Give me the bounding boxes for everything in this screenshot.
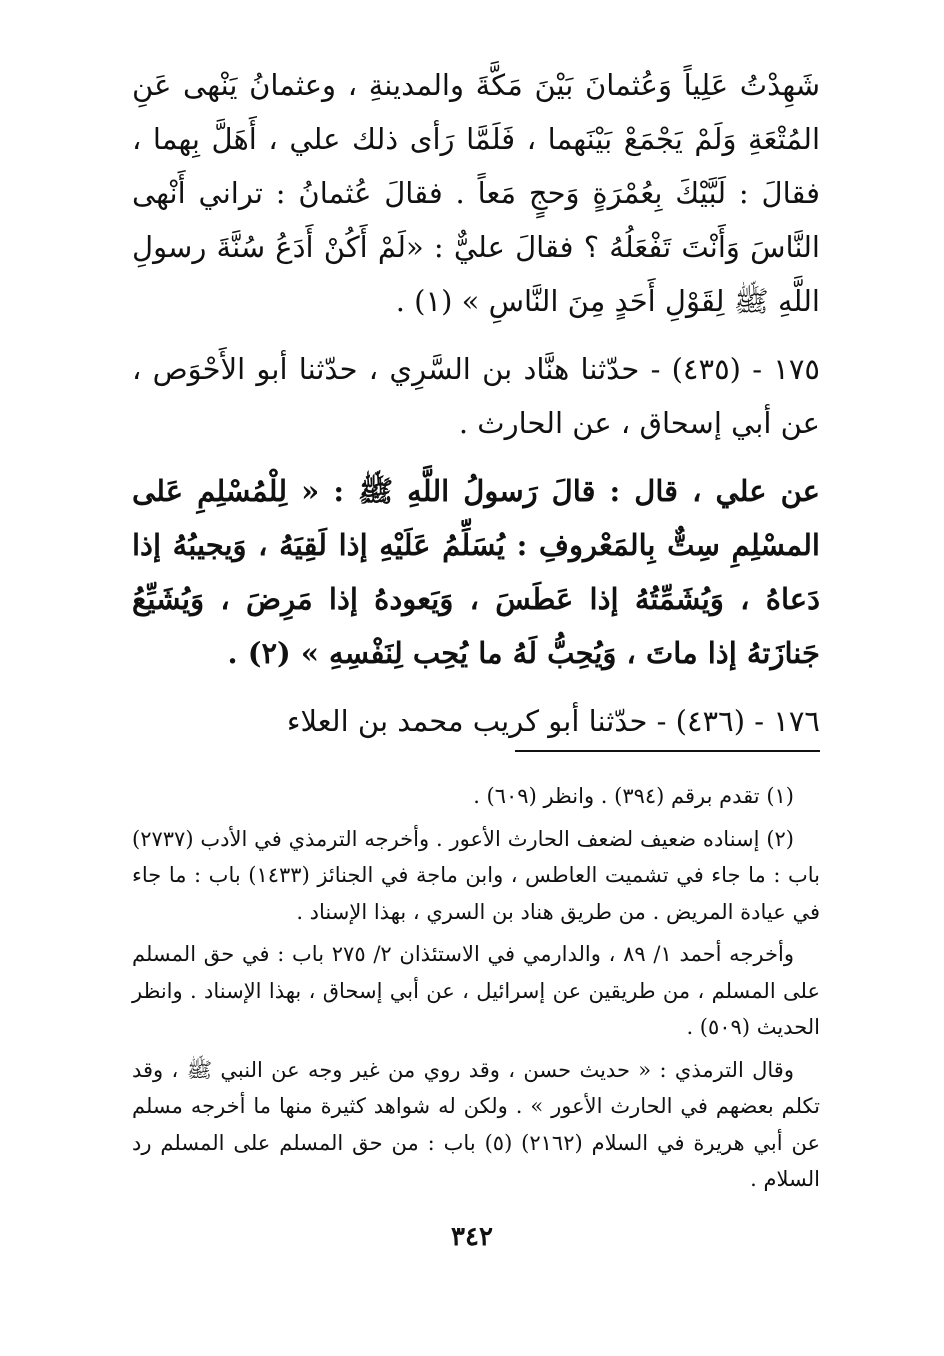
footnote-2-continued: وأخرجه أحمد ١/ ٨٩ ، والدارمي في الاستئذان ٢/ ٢٧٥ باب : في حق المسلم على المسلم ، من طريقين عن إسرائيل ، عن أبي إسحاق ، بهذا الإسناد . وانظر الحديث (٥٠٩) . bbox=[132, 942, 820, 1039]
footnotes bbox=[132, 778, 820, 1198]
isnad-paragraph-175: ١٧٥ - (٤٣٥) - حدّثنا هنَّاد بن السَّرِي ، حدّثنا أبو الأَحْوَص ، عن أبي إسحاق ، عن الحارث . bbox=[132, 352, 820, 440]
hadith-text-paragraph-175: عن علي ، قال : قالَ رَسولُ اللَّهِ ﷺ : « لِلْمُسْلِمِ عَلى المسْلِمِ سِتٌّ بِالمَعْروفِ : يُسَلِّمُ عَلَيْهِ إذا لَقِيَهُ ، وَيجيبُهُ إذا دَعاهُ ، وَيُشَمِّتُهُ إذا عَطَسَ ، وَيَعودهُ إذا مَرِضَ ، وَيُشَيِّعُ جَنازَتهُ إذا ماتَ ، وَيُحِبُّ لَهُ ما يُحِب لِنَفْسِهِ » (٢) . bbox=[132, 474, 820, 670]
hadith-text-paragraph: شَهِدْتُ عَلِياً وَعُثمانَ بَيْنَ مَكَّةَ والمدينةِ ، وعثمانُ يَنْهى عَنِ المُتْعَةِ وَلَمْ يَجْمَعْ بَيْنَهما ، فَلَمَّا رَأى ذلك علي ، أَهَلَّ بِهما ، فقالَ : لَبَّيْكَ بِعُمْرَةٍ وَحجٍ مَعاً . فقالَ عُثمانُ : تراني أَنْهى النَّاسَ وَأَنْتَ تَفْعَلُهُ ؟ فقالَ عليٌّ : «لَمْ أَكُنْ أَدَعُ سُنَّةَ رسولِ اللَّهِ ﷺ لِقَوْلِ أَحَدٍ مِنَ النَّاسِ » (١) . bbox=[132, 68, 820, 318]
main-text bbox=[132, 58, 820, 748]
footnote-separator bbox=[515, 750, 820, 752]
footnote-1: (١) تقدم برقم (٣٩٤) . وانظر (٦٠٩) . bbox=[473, 784, 794, 808]
footnote-2: (٢) إسناده ضعيف لضعف الحارث الأعور . وأخرجه الترمذي في الأدب (٢٧٣٧) باب : ما جاء في تشميت العاطس ، وابن ماجة في الجنائز (١٤٣٣) باب : ما جاء في عيادة المريض . من طريق هناد بن السري ، بهذا الإسناد . bbox=[132, 826, 820, 924]
page-number: ٣٤٢ bbox=[451, 1222, 493, 1252]
footnote-2-tirmidhi-comment: وقال الترمذي : « حديث حسن ، وقد روي من غير وجه عن النبي ﷺ ، وقد تكلم بعضهم في الحارث الأعور » . ولكن له شواهد كثيرة منها ما أخرجه مسلم عن أبي هريرة في السلام (٢١٦٢) (٥) باب : من حق المسلم على المسلم رد السلام . bbox=[132, 1057, 821, 1191]
isnad-paragraph-176: ١٧٦ - (٤٣٦) - حدّثنا أبو كريب محمد بن العلاء bbox=[286, 704, 820, 738]
